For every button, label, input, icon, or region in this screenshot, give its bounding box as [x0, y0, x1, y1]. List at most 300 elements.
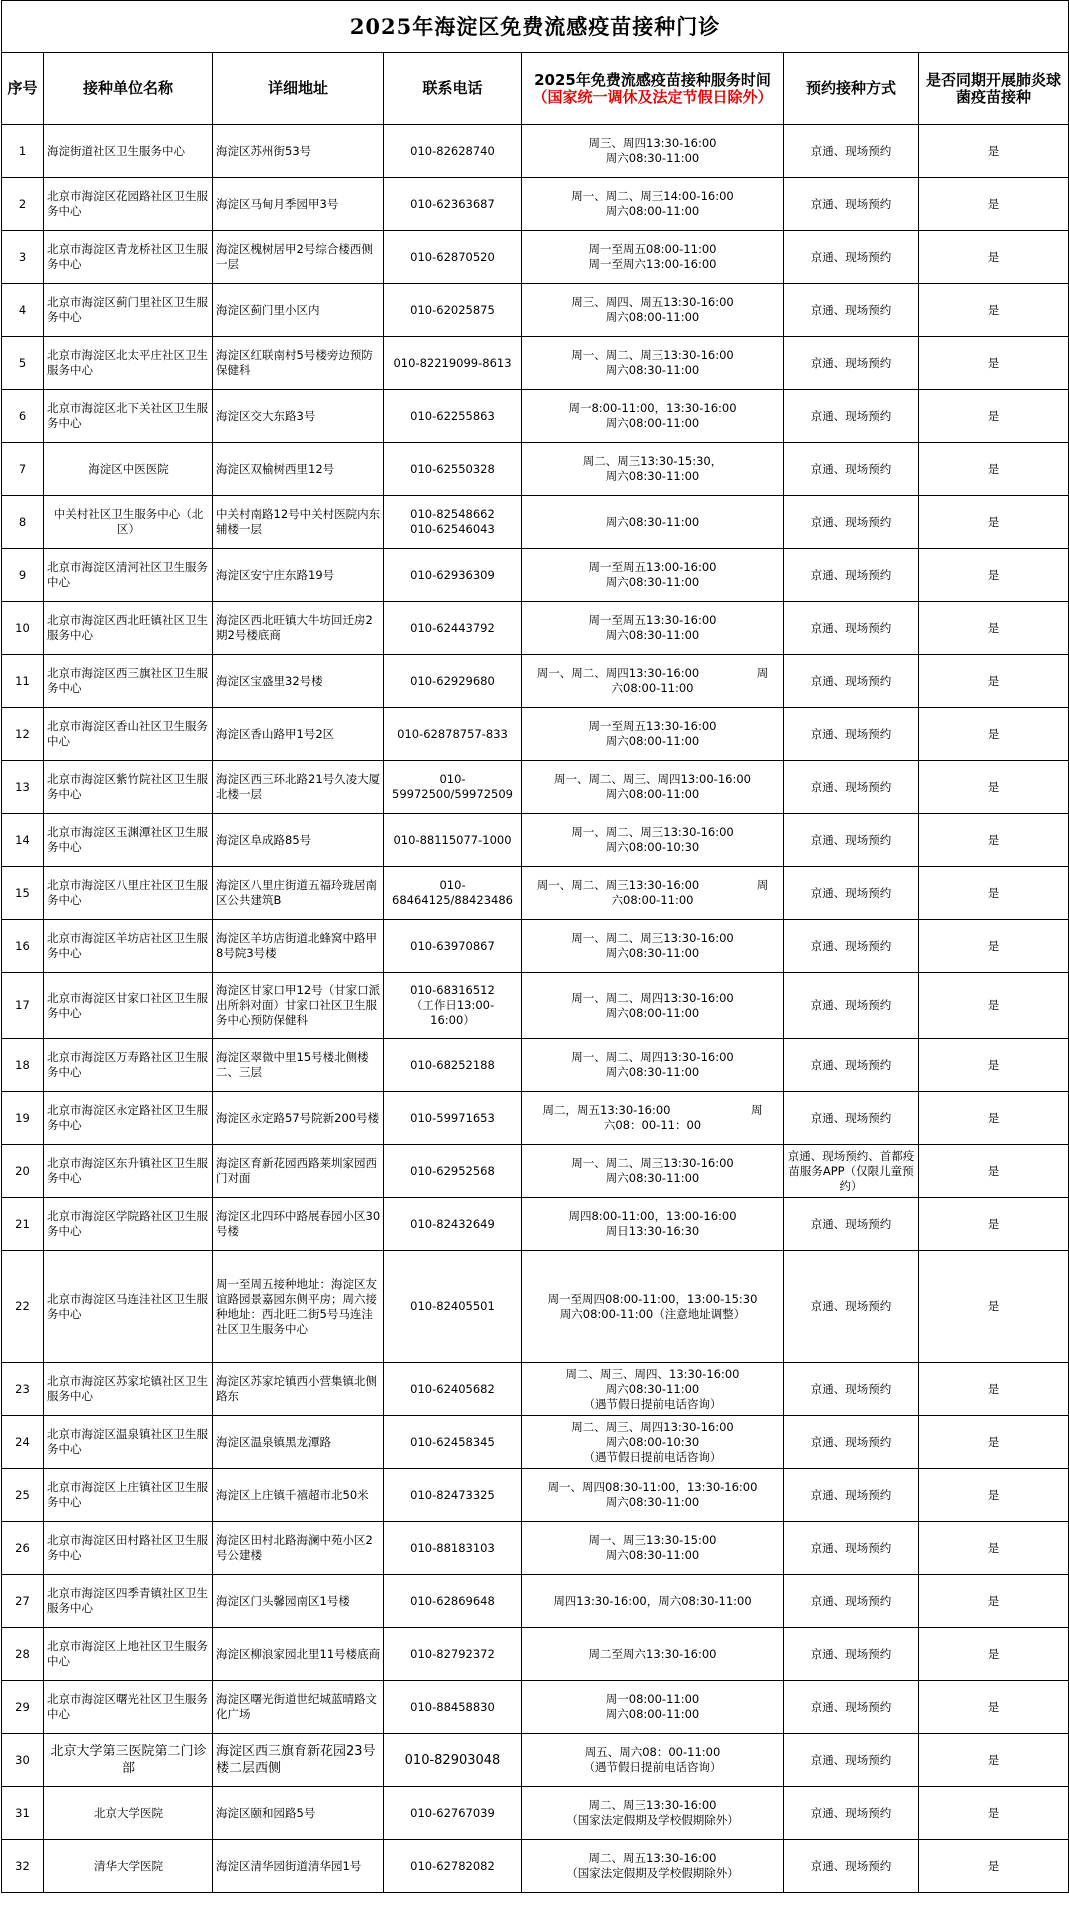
row-number-text: 29 — [15, 1699, 30, 1714]
header-booking-method: 预约接种方式 — [784, 53, 919, 125]
table-row — [2, 1522, 1069, 1575]
table-row — [2, 496, 1069, 549]
unit-name-text: 海淀街道社区卫生服务中心 — [47, 143, 185, 158]
row-number — [2, 761, 44, 814]
unit-name — [44, 125, 213, 178]
pneumococcal-flag-text: 是 — [987, 1593, 1000, 1608]
pneumococcal-flag-text: 是 — [987, 1752, 1000, 1767]
service-time-text: 周三、周四、周五13:30-16:00 周六08:00-11:00 — [571, 295, 734, 324]
phone — [384, 337, 522, 390]
unit-name-text: 北京大学医院 — [94, 1805, 163, 1820]
phone — [384, 390, 522, 443]
row-number-text: 21 — [15, 1216, 30, 1231]
unit-name — [44, 1787, 213, 1840]
service-time — [522, 1416, 784, 1469]
row-number — [2, 1145, 44, 1198]
pneumococcal-flag-text: 是 — [987, 514, 1000, 529]
booking-method — [784, 1787, 919, 1840]
address — [213, 973, 384, 1039]
service-time — [522, 920, 784, 973]
row-number — [2, 1039, 44, 1092]
unit-name-text: 北京市海淀区马连洼社区卫生服务中心 — [47, 1291, 208, 1321]
unit-name-text: 北京市海淀区香山社区卫生服务中心 — [47, 719, 208, 748]
pneumococcal-flag-text: 是 — [987, 885, 1000, 900]
phone-text: 010-62952568 — [410, 1163, 495, 1178]
row-number-text: 5 — [18, 355, 27, 370]
service-time-text: 周二至周六13:30-16:00 — [588, 1646, 717, 1661]
service-time — [522, 1092, 784, 1145]
booking-method — [784, 1092, 919, 1145]
table-header-row — [2, 53, 1069, 125]
booking-method — [784, 1363, 919, 1416]
booking-method-text: 京通、现场预约 — [810, 1216, 892, 1231]
phone-text: 010-62363687 — [410, 196, 495, 211]
service-time — [522, 602, 784, 655]
row-number-text: 8 — [18, 514, 27, 529]
unit-name-text: 北京市海淀区温泉镇社区卫生服务中心 — [47, 1427, 208, 1456]
phone-text: 010-82903048 — [404, 1752, 501, 1768]
service-time-text: 周一、周二、周三、周四13:00-16:00 周六08:00-11:00 — [554, 772, 751, 801]
service-time-text: 周二、周三、周四、13:30-16:00 周六08:30-11:00 （遇节假日提前电话咨询） — [565, 1366, 740, 1411]
booking-method-text: 京通、现场预约 — [810, 1593, 892, 1608]
service-time-text: 周一、周二、周三13:30-16:00 周六08:30-11:00 — [571, 348, 734, 377]
unit-name — [44, 284, 213, 337]
row-number — [2, 1469, 44, 1522]
pneumococcal-flag — [919, 337, 1069, 390]
booking-method — [784, 1522, 919, 1575]
row-number — [2, 1575, 44, 1628]
phone-text: 010-62782082 — [410, 1858, 495, 1873]
phone-text: 010-62936309 — [410, 567, 495, 582]
phone — [384, 973, 522, 1039]
row-number — [2, 973, 44, 1039]
service-time — [522, 125, 784, 178]
service-time-text: 周二、周三、周四13:30-16:00 周六08:00-10:30 （遇节假日提前电话咨询） — [571, 1419, 734, 1464]
service-time-text: 周一至周五13:30-16:00 周六08:00-11:00 — [588, 719, 717, 748]
address-text: 海淀区宝盛里32号楼 — [216, 673, 323, 688]
row-number-text: 15 — [15, 885, 30, 900]
service-time-text: 周一、周二、周三13:30-16:00 周六08:00-10:30 — [571, 825, 734, 854]
row-number-text: 10 — [15, 620, 30, 635]
service-time-text: 周一、周二、周三13:30-16:00 周六08:30-11:00 — [571, 931, 734, 960]
booking-method — [784, 1145, 919, 1198]
booking-method-text: 京通、现场预约 — [810, 1752, 892, 1767]
phone-text: 010-88183103 — [410, 1540, 495, 1555]
service-time — [522, 1145, 784, 1198]
address-text: 海淀区上庄镇千禧超市北50米 — [216, 1487, 369, 1502]
phone — [384, 761, 522, 814]
unit-name-text: 北京市海淀区清河社区卫生服务中心 — [47, 560, 208, 589]
booking-method-text: 京通、现场预约 — [810, 249, 892, 264]
pneumococcal-flag — [919, 867, 1069, 920]
service-time-text: 周一、周二、周三13:30-16:00 周 六08:00-11:00 — [536, 878, 769, 907]
address-text: 海淀区翠微中里15号楼北侧楼二、三层 — [216, 1050, 369, 1079]
row-number-text: 24 — [15, 1434, 30, 1449]
pneumococcal-flag-text: 是 — [987, 1858, 1000, 1873]
pneumococcal-flag-text: 是 — [987, 1057, 1000, 1072]
phone — [384, 655, 522, 708]
unit-name-text: 北京市海淀区上地社区卫生服务中心 — [47, 1639, 208, 1668]
table-row — [2, 337, 1069, 390]
unit-name — [44, 708, 213, 761]
row-number — [2, 284, 44, 337]
address-text: 海淀区甘家口甲12号（甘家口派出所斜对面）甘家口社区卫生服务中心预防保健科 — [216, 983, 381, 1027]
address — [213, 178, 384, 231]
phone-text: 010-62550328 — [410, 461, 495, 476]
unit-name-text: 北京市海淀区西北旺镇社区卫生服务中心 — [47, 613, 208, 642]
phone — [384, 284, 522, 337]
address-text: 海淀区安宁庄东路19号 — [216, 567, 335, 582]
page-title: 2025年海淀区免费流感疫苗接种门诊 — [2, 1, 1069, 53]
service-time-text: 周一、周二、周三14:00-16:00 周六08:00-11:00 — [571, 189, 734, 218]
phone — [384, 1092, 522, 1145]
table-row — [2, 1681, 1069, 1734]
booking-method-text: 京通、现场预约 — [810, 408, 892, 423]
phone — [384, 867, 522, 920]
phone-text: 010-82405501 — [410, 1299, 495, 1313]
phone-text: 010-82792372 — [410, 1646, 495, 1661]
pneumococcal-flag-text: 是 — [987, 1646, 1000, 1661]
row-number — [2, 1734, 44, 1787]
service-time — [522, 1734, 784, 1787]
pneumococcal-flag — [919, 1416, 1069, 1469]
phone-text: 010-62025875 — [410, 302, 495, 317]
service-time — [522, 1840, 784, 1893]
booking-method-text: 京通、现场预约 — [810, 1699, 892, 1714]
phone — [384, 496, 522, 549]
row-number-text: 14 — [15, 832, 30, 847]
phone-text: 010-59971653 — [410, 1110, 495, 1125]
phone — [384, 814, 522, 867]
phone — [384, 1251, 522, 1363]
booking-method — [784, 602, 919, 655]
booking-method-text: 京通、现场预约 — [810, 567, 892, 582]
booking-method — [784, 1840, 919, 1893]
booking-method — [784, 867, 919, 920]
pneumococcal-flag — [919, 708, 1069, 761]
pneumococcal-flag-text: 是 — [987, 1699, 1000, 1714]
booking-method — [784, 125, 919, 178]
phone — [384, 1681, 522, 1734]
phone — [384, 1145, 522, 1198]
row-number-text: 32 — [15, 1858, 30, 1873]
unit-name — [44, 390, 213, 443]
service-time — [522, 231, 784, 284]
address — [213, 1039, 384, 1092]
booking-method-text: 京通、现场预约 — [810, 143, 892, 158]
row-number-text: 16 — [15, 938, 30, 953]
table-row — [2, 1039, 1069, 1092]
pneumococcal-flag — [919, 284, 1069, 337]
address — [213, 443, 384, 496]
unit-name-text: 北京市海淀区甘家口社区卫生服务中心 — [47, 990, 208, 1020]
service-time — [522, 337, 784, 390]
pneumococcal-flag-text: 是 — [987, 1110, 1000, 1125]
service-time-text: 周一、周二、周三13:30-16:00 周六08:30-11:00 — [571, 1156, 734, 1185]
phone — [384, 920, 522, 973]
unit-name — [44, 867, 213, 920]
unit-name — [44, 973, 213, 1039]
address — [213, 337, 384, 390]
booking-method — [784, 708, 919, 761]
booking-method — [784, 1416, 919, 1469]
unit-name-text: 北京市海淀区北太平庄社区卫生服务中心 — [47, 348, 208, 377]
pneumococcal-flag-text: 是 — [987, 779, 1000, 794]
pneumococcal-flag — [919, 602, 1069, 655]
address-text: 海淀区温泉镇黑龙潭路 — [216, 1434, 331, 1449]
address-text: 海淀区苏家坨镇西小营集镇北侧路东 — [216, 1374, 377, 1403]
service-time — [522, 814, 784, 867]
phone — [384, 443, 522, 496]
booking-method — [784, 443, 919, 496]
table-body — [2, 125, 1069, 1893]
unit-name — [44, 1363, 213, 1416]
pneumococcal-flag-text: 是 — [987, 1805, 1000, 1820]
service-time — [522, 1681, 784, 1734]
table-row — [2, 231, 1069, 284]
pneumococcal-flag — [919, 443, 1069, 496]
booking-method-text: 京通、现场预约 — [810, 1434, 892, 1449]
table-row — [2, 761, 1069, 814]
address-text: 海淀区羊坊店街道北蜂窝中路甲8号院3号楼 — [216, 931, 377, 960]
pneumococcal-flag — [919, 814, 1069, 867]
phone-text: 010- 59972500/59972509 — [392, 772, 513, 801]
phone — [384, 1363, 522, 1416]
phone — [384, 1734, 522, 1787]
pneumococcal-flag — [919, 973, 1069, 1039]
phone — [384, 708, 522, 761]
address-text: 海淀区西北旺镇大牛坊回迁房2期2号楼底商 — [216, 613, 373, 642]
service-time-text: 周一至周四08:00-11:00，13:00-15:30 周六08:00-11:00（注意地址调整） — [547, 1291, 758, 1321]
row-number-text: 18 — [15, 1057, 30, 1072]
booking-method-text: 京通、现场预约 — [810, 514, 892, 529]
row-number — [2, 1787, 44, 1840]
unit-name — [44, 602, 213, 655]
service-time — [522, 1469, 784, 1522]
row-number — [2, 708, 44, 761]
unit-name — [44, 231, 213, 284]
pneumococcal-flag — [919, 1039, 1069, 1092]
phone-text: 010-62870520 — [410, 249, 495, 264]
phone — [384, 1039, 522, 1092]
header-service-time-note: （国家统一调休及法定节假日除外） — [532, 87, 773, 106]
pneumococcal-flag — [919, 1092, 1069, 1145]
booking-method-text: 京通、现场预约 — [810, 1381, 892, 1396]
table-row — [2, 1198, 1069, 1251]
row-number-text: 28 — [15, 1646, 30, 1661]
address — [213, 1522, 384, 1575]
phone-text: 010-88115077-1000 — [393, 832, 512, 847]
pneumococcal-flag-text: 是 — [987, 1487, 1000, 1502]
unit-name-text: 北京市海淀区西三旗社区卫生服务中心 — [47, 666, 208, 695]
unit-name — [44, 1734, 213, 1787]
service-time — [522, 1575, 784, 1628]
service-time — [522, 867, 784, 920]
address-text: 海淀区双榆树西里12号 — [216, 461, 335, 476]
service-time — [522, 973, 784, 1039]
pneumococcal-flag-text: 是 — [987, 673, 1000, 688]
table-row — [2, 284, 1069, 337]
address-text: 海淀区马甸月季园甲3号 — [216, 196, 339, 211]
unit-name — [44, 655, 213, 708]
phone-text: 010-82432649 — [410, 1216, 495, 1231]
address-text: 周一至周五接种地址：海淀区友谊路园景嘉园东侧平房；周六接种地址：西北旺二街5号马连洼社区卫生服务中心 — [216, 1276, 377, 1336]
booking-method-text: 京通、现场预约 — [810, 779, 892, 794]
pneumococcal-flag-text: 是 — [987, 832, 1000, 847]
phone-text: 010-62458345 — [410, 1434, 495, 1449]
row-number — [2, 496, 44, 549]
booking-method — [784, 761, 919, 814]
row-number — [2, 337, 44, 390]
address-text: 海淀区槐树居甲2号综合楼西侧一层 — [216, 242, 373, 271]
phone-text: 010-82548662 010-62546043 — [410, 507, 495, 536]
table-row — [2, 1628, 1069, 1681]
booking-method — [784, 1734, 919, 1787]
service-time-text: 周一至周五13:00-16:00 周六08:30-11:00 — [588, 560, 717, 589]
unit-name — [44, 1840, 213, 1893]
phone — [384, 549, 522, 602]
pneumococcal-flag — [919, 1522, 1069, 1575]
table-row — [2, 1840, 1069, 1893]
service-time-text: 周一8:00-11:00，13:30-16:00 周六08:00-11:00 — [568, 401, 737, 430]
phone-text: 010-62878757-833 — [397, 726, 508, 741]
unit-name-text: 北京市海淀区紫竹院社区卫生服务中心 — [47, 772, 208, 801]
phone — [384, 1522, 522, 1575]
row-number — [2, 1681, 44, 1734]
address-text: 海淀区永定路57号院新200号楼 — [216, 1110, 380, 1125]
booking-method — [784, 655, 919, 708]
unit-name — [44, 496, 213, 549]
phone-text: 010-82219099-8613 — [393, 355, 512, 370]
address-text: 海淀区颐和园路5号 — [216, 1805, 316, 1820]
service-time — [522, 443, 784, 496]
row-number-text: 7 — [18, 461, 27, 476]
header-service-time — [522, 53, 784, 125]
row-number — [2, 814, 44, 867]
address — [213, 125, 384, 178]
phone — [384, 1575, 522, 1628]
phone-text: 010-88458830 — [410, 1699, 495, 1714]
booking-method — [784, 231, 919, 284]
pneumococcal-flag — [919, 1734, 1069, 1787]
phone — [384, 125, 522, 178]
table-row — [2, 1251, 1069, 1363]
pneumococcal-flag — [919, 1469, 1069, 1522]
address-text: 海淀区北四环中路展春园小区30号楼 — [216, 1209, 381, 1238]
address-text: 中关村南路12号中关村医院内东辅楼一层 — [216, 507, 381, 536]
row-number — [2, 1198, 44, 1251]
service-time — [522, 178, 784, 231]
service-time-text: 周五、周六08：00-11:00 （遇节假日提前电话咨询） — [583, 1745, 722, 1774]
booking-method-text: 京通、现场预约 — [810, 1057, 892, 1072]
vaccination-clinic-table — [1, 0, 1069, 1893]
booking-method-text: 京通、现场预约 — [810, 998, 892, 1012]
row-number-text: 31 — [15, 1805, 30, 1820]
unit-name — [44, 549, 213, 602]
phone — [384, 1628, 522, 1681]
row-number-text: 6 — [18, 408, 27, 423]
row-number — [2, 125, 44, 178]
service-time — [522, 284, 784, 337]
unit-name-text: 北京市海淀区北下关社区卫生服务中心 — [47, 401, 208, 430]
header-pneumococcal: 是否同期开展肺炎球菌疫苗接种 — [919, 53, 1069, 125]
pneumococcal-flag — [919, 1787, 1069, 1840]
service-time — [522, 1251, 784, 1363]
pneumococcal-flag-text: 是 — [987, 302, 1000, 317]
table-row — [2, 1092, 1069, 1145]
row-number — [2, 231, 44, 284]
unit-name — [44, 1198, 213, 1251]
pneumococcal-flag-text: 是 — [987, 196, 1000, 211]
service-time — [522, 496, 784, 549]
unit-name-text: 北京市海淀区永定路社区卫生服务中心 — [47, 1103, 208, 1132]
row-number — [2, 867, 44, 920]
pneumococcal-flag — [919, 549, 1069, 602]
booking-method — [784, 337, 919, 390]
unit-name-text: 北京市海淀区东升镇社区卫生服务中心 — [47, 1156, 208, 1185]
address — [213, 602, 384, 655]
booking-method-text: 京通、现场预约 — [810, 885, 892, 900]
phone — [384, 231, 522, 284]
pneumococcal-flag-text: 是 — [987, 461, 1000, 476]
table-row — [2, 178, 1069, 231]
row-number — [2, 1363, 44, 1416]
pneumococcal-flag — [919, 761, 1069, 814]
address — [213, 708, 384, 761]
service-time — [522, 1522, 784, 1575]
header-phone: 联系电话 — [384, 53, 522, 125]
booking-method-text: 京通、现场预约 — [810, 355, 892, 370]
pneumococcal-flag-text: 是 — [987, 143, 1000, 158]
unit-name — [44, 1522, 213, 1575]
table-row — [2, 125, 1069, 178]
booking-method — [784, 1198, 919, 1251]
address — [213, 1840, 384, 1893]
unit-name — [44, 761, 213, 814]
pneumococcal-flag-text: 是 — [987, 1299, 1000, 1313]
address — [213, 1787, 384, 1840]
service-time-text: 周四8:00-11:00，13:00-16:00 周日13:30-16:30 — [568, 1209, 737, 1238]
address-text: 海淀区八里庄街道五福玲珑居南区公共建筑B — [216, 878, 377, 907]
service-time-text: 周二、周三13:30-15:30， 周六08:30-11:00 — [582, 454, 723, 483]
row-number-text: 9 — [18, 567, 27, 582]
pneumococcal-flag — [919, 1198, 1069, 1251]
unit-name — [44, 443, 213, 496]
address — [213, 549, 384, 602]
booking-method — [784, 920, 919, 973]
address-text: 海淀区交大东路3号 — [216, 408, 316, 423]
unit-name-text: 北京市海淀区八里庄社区卫生服务中心 — [47, 878, 208, 907]
booking-method-text: 京通、现场预约 — [810, 1110, 892, 1125]
phone-text: 010-62405682 — [410, 1381, 495, 1396]
address — [213, 284, 384, 337]
phone-text: 010-62255863 — [410, 408, 495, 423]
row-number — [2, 443, 44, 496]
pneumococcal-flag-text: 是 — [987, 1434, 1000, 1449]
pneumococcal-flag-text: 是 — [987, 1381, 1000, 1396]
service-time-text: 周一至周五13:30-16:00 周六08:30-11:00 — [588, 613, 717, 642]
table-row — [2, 1416, 1069, 1469]
unit-name — [44, 1575, 213, 1628]
row-number-text: 3 — [18, 249, 27, 264]
address-text: 海淀区清华园街道清华园1号 — [216, 1858, 362, 1873]
service-time — [522, 390, 784, 443]
booking-method-text: 京通、现场预约 — [810, 832, 892, 847]
address-text: 海淀区西三环北路21号久凌大厦北楼一层 — [216, 772, 381, 801]
booking-method — [784, 1575, 919, 1628]
service-time-text: 周一、周二、周四13:30-16:00 周 六08:00-11:00 — [536, 666, 769, 695]
address — [213, 1469, 384, 1522]
